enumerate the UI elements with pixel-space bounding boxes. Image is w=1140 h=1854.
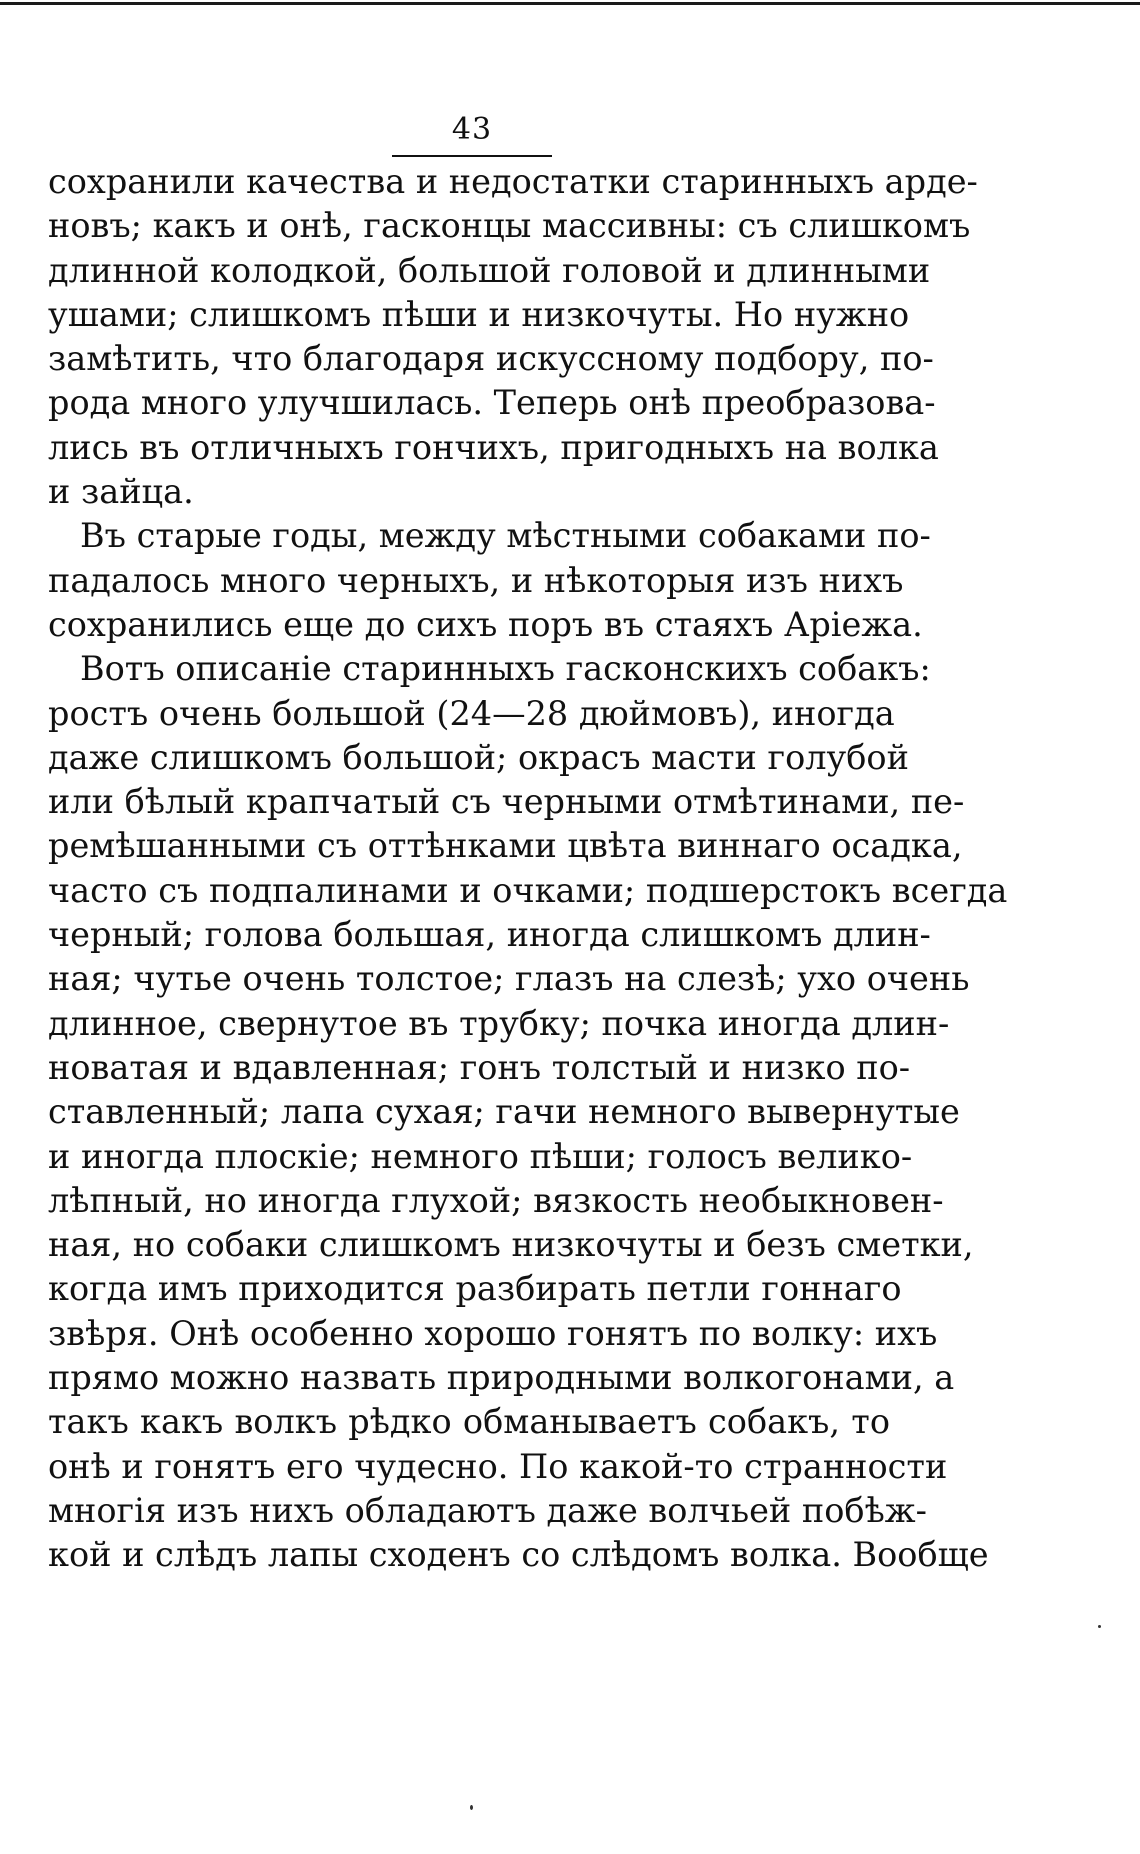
- text-line: падалось много черныхъ, и нѣкоторыя изъ нихъ: [48, 560, 904, 600]
- text-line: лѣпный, но иногда глухой; вязкость необыкновен-: [48, 1180, 944, 1220]
- paragraph-3: [48, 647, 1008, 1577]
- text-line: ушами; слишкомъ пѣши и низкочуты. Но нужно: [48, 294, 910, 334]
- scan-speck: [470, 1805, 473, 1810]
- text-line: часто съ подпалинами и очками; подшерстокъ всегда: [48, 870, 1008, 910]
- text-line: когда имъ приходится разбирать петли гоннаго: [48, 1269, 902, 1309]
- text-line: и иногда плоскіе; немного пѣши; голосъ велико-: [48, 1136, 913, 1176]
- text-line: сохранили качества и недостатки старинныхъ арде-: [48, 162, 978, 201]
- text-line: звѣря. Онѣ особенно хорошо гонятъ по волку: ихъ: [48, 1313, 938, 1353]
- text-line: новатая и вдавленная; гонъ толстый и низко по-: [48, 1047, 911, 1087]
- paragraph-1: [48, 160, 978, 514]
- text-line: прямо можно назвать природными волкогонами, а: [48, 1358, 955, 1398]
- text-line: Въ старые годы, между мѣстными собаками по-: [80, 516, 931, 556]
- paragraph-2: [48, 514, 931, 647]
- text-line: рода много улучшилась. Теперь онѣ преобразова-: [48, 383, 936, 423]
- text-line: длинной колодкой, большой головой и длинными: [48, 250, 931, 290]
- text-line: или бѣлый крапчатый съ черными отмѣтинами, пе-: [48, 782, 965, 822]
- text-line: ставленный; лапа сухая; гачи немного вывернутые: [48, 1092, 960, 1132]
- text-line: ная, но собаки слишкомъ низкочуты и безъ сметки,: [48, 1225, 974, 1265]
- text-line: сохранились еще до сихъ поръ въ стаяхъ Аріежа.: [48, 604, 923, 644]
- page-number-rule: [392, 155, 552, 157]
- text-line: онѣ и гонятъ его чудесно. По какой-то странности: [48, 1446, 948, 1486]
- text-line: даже слишкомъ большой; окрасъ масти голубой: [48, 737, 909, 777]
- page-number: 43: [451, 112, 493, 147]
- text-line: и зайца.: [48, 472, 194, 512]
- text-line: лись въ отличныхъ гончихъ, пригодныхъ на волка: [48, 427, 939, 467]
- text-line: замѣтить, что благодаря искуссному подбору, по-: [48, 339, 934, 379]
- text-line: новъ; какъ и онѣ, гасконцы массивны: съ слишкомъ: [48, 206, 971, 246]
- text-line: кой и слѣдъ лапы сходенъ со слѣдомъ волка. Вообще: [48, 1535, 989, 1575]
- text-line: ная; чутье очень толстое; глазъ на слезѣ; ухо очень: [48, 959, 970, 999]
- text-line: Вотъ описаніе старинныхъ гасконскихъ собакъ:: [80, 649, 931, 689]
- text-line: ростъ очень большой (24—28 дюймовъ), иногда: [48, 693, 895, 733]
- top-edge-rule: [0, 2, 1140, 5]
- text-line: ремѣшанными съ оттѣнками цвѣта виннаго осадка,: [48, 826, 963, 866]
- text-line: такъ какъ волкъ рѣдко обманываетъ собакъ, то: [48, 1402, 890, 1442]
- text-line: многія изъ нихъ обладаютъ даже волчьей побѣж-: [48, 1490, 927, 1530]
- scan-speck: [1098, 1625, 1101, 1628]
- text-line: черный; голова большая, иногда слишкомъ длин-: [48, 915, 931, 955]
- body-text: [48, 160, 1008, 1578]
- text-line: длинное, свернутое въ трубку; почка иногда длин-: [48, 1003, 950, 1043]
